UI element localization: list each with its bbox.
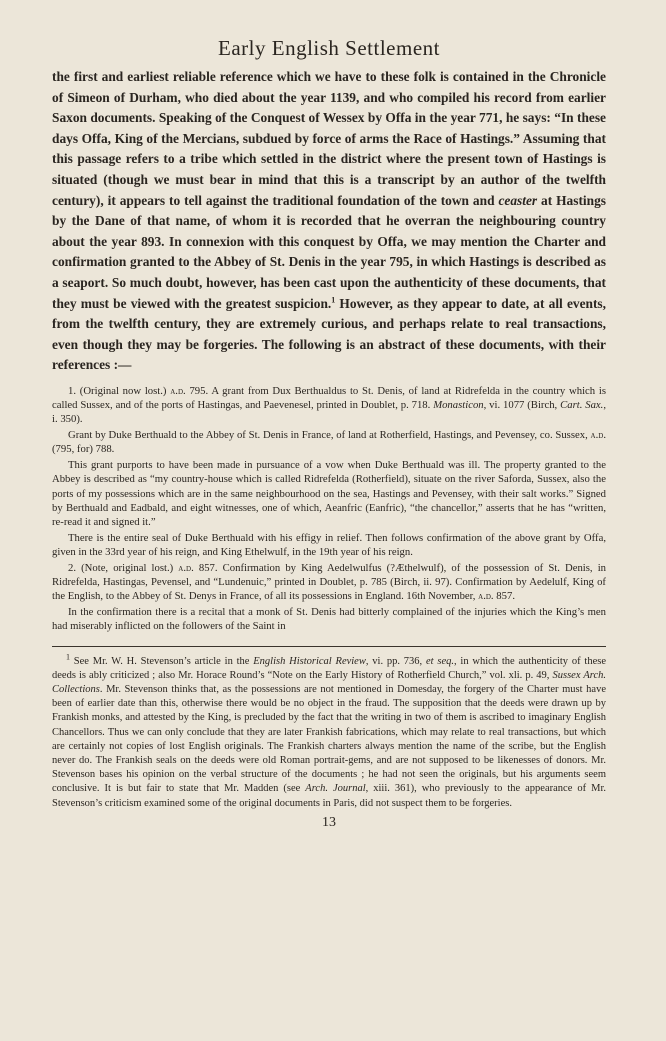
footnote-part: , xiii. 361), who previously to the appearance of Mr. Stevenson’s criticism examined some of the original documents in Paris, did not suspect them to be forgeries. bbox=[52, 783, 606, 809]
main-text-part: the first and earliest reliable reference which we have to these folk is contained in the Chronicle of Simeon of Durham, who died about the year 1139, and who compiled his record from earlier Saxon documents. Speaking of the Conquest of Wessex by Offa in the year 771, he says: “In these days Offa, King of the Mercians, subdued by force of arms the Race of Hastings.” Assuming that this passage refers to a tribe which settled in the district where the present town of Hastings is situated (though we must bear in mind that this is a transcript by an author of the twelfth century), it appears to tell against the traditional foundation of the town and bbox=[52, 69, 606, 208]
abstract-entry bbox=[52, 384, 606, 426]
italic-title: Arch. Journal bbox=[305, 783, 366, 795]
abstract-entry: There is the entire seal of Duke Berthuald with his effigy in relief. Then follows confirmation of the above grant by Offa, given in the 33rd year of his reign, and King Ethelwulf, in the 19th year of his reign. bbox=[52, 531, 606, 558]
entry-text: 857. bbox=[493, 590, 515, 603]
page-number: 13 bbox=[322, 814, 336, 830]
abstract-entry bbox=[52, 561, 606, 603]
footnote-reference[interactable]: 1 bbox=[331, 295, 336, 305]
main-paragraph bbox=[52, 67, 606, 376]
italic-term: et seq. bbox=[425, 655, 454, 667]
footnote-part: . Mr. Stevenson thinks that, as the possessions are not mentioned in Domesday, the forgery of the Charter must have been of earlier date than this, otherwise there would be no object in the fraud. The supposition that the deeds were drawn up by Frankish monks, and attested by the King, is precluded by the fact that the writing in two of them is ascribed to imaginary English Chancellors. Thus we can only conclude that they are later Frankish fabrications, which may relate to real transactions, but which are certainly not copies of lost English originals. The Frankish charters always mention the name of the scribe, but the English never do. The Frankish seals on the deeds were old Roman portrait-gems, and are not supposed to be likenesses of donors. Mr. Stevenson bases his opinion on the verbal structure of the documents ; he had not seen the originals, but his arguments seem conclusive. It is but fair to state that Mr. Madden (see bbox=[52, 683, 606, 795]
main-text-part: However, as they appear to date, at all events, from the twelfth century, they are extremely curious, and perhaps relate to real transactions, even though they may be forgeries. The following is an abstract of these documents, with their references :— bbox=[52, 295, 606, 373]
entry-text: 1. (Original now lost.) bbox=[68, 384, 171, 397]
era-abbrev: a.d. bbox=[170, 384, 186, 397]
running-title: Early English Settlement bbox=[218, 36, 440, 60]
footnote-part: See Mr. W. H. Stevenson’s article in the bbox=[70, 655, 254, 667]
italic-term: ceaster bbox=[498, 192, 538, 208]
entry-text: , vi. 1077 (Birch, bbox=[483, 399, 561, 411]
italic-title: Sussex Arch. Collections bbox=[52, 669, 606, 695]
document-abstracts bbox=[52, 384, 606, 634]
era-abbrev: a.d. bbox=[478, 590, 494, 603]
footnote-part: , vi. pp. 736, bbox=[365, 655, 426, 667]
abstract-entry bbox=[52, 428, 606, 456]
italic-title: Monasticon bbox=[433, 399, 484, 411]
main-text-part: at Hastings by the Dane of that name, of whom it is recorded that he overran the neighbouring country about the year 893. In connexion with this conquest by Offa, we may mention the Charter and confirmation granted to the Abbey of St. Denis in the year 795, in which Hastings is described as a seaport. So much doubt, however, has been cast upon the authenticity of these documents, that they must be viewed with the greatest suspicion. bbox=[52, 192, 606, 311]
entry-text: Grant by Duke Berthuald to the Abbey of St. Denis in France, of land at Rotherfield, Hastings, and Pevensey, co. Sussex, bbox=[68, 429, 591, 442]
italic-title: English Historical Review bbox=[253, 655, 366, 667]
entry-text: 857. Confirmation by King Aedelwulfus (?Æthelwulf), of the possession of St. Denis, in Ridrefelda, Hastingas, Pevensel, and “Lundenuic,” printed in Doublet, p. 785 (Birch, ii. 97). Confirmation by Aedelulf, King of the English, to the Abbey of St. Denys in France, of all its possessions in England. 16th November, bbox=[52, 562, 607, 603]
footnote-mark: 1 bbox=[66, 652, 70, 661]
entry-text: , i. 350). bbox=[52, 399, 606, 426]
abstract-entry: In the confirmation there is a recital that a monk of St. Denis had bitterly complained of the injuries which the King’s men had miserably inflicted on the followers of the Saint in bbox=[52, 606, 606, 633]
footnote-text bbox=[52, 652, 606, 811]
era-abbrev: a.d. bbox=[178, 562, 194, 575]
entry-text: (795, for) 788. bbox=[52, 443, 115, 456]
footnote-divider bbox=[52, 646, 606, 647]
italic-title: Cart. Sax. bbox=[560, 399, 604, 411]
footnote-part: , in which the authenticity of these deeds is ably criticized ; also Mr. Horace Round’s “Note on the Early History of Rotherfield Church,” vol. xli. p. 49, bbox=[52, 655, 606, 681]
main-text bbox=[52, 67, 606, 376]
entry-text: 2. (Note, original lost.) bbox=[68, 562, 179, 575]
footnote bbox=[52, 652, 606, 811]
entry-text: 795. A grant from Dux Berthualdus to St. Denis, of land at Ridrefelda in the country which is called Sussex, and of the ports of Hastingas, and Paevenesel, printed in Doublet, p. 718. bbox=[52, 384, 606, 411]
abstract-entry: This grant purports to have been made in pursuance of a vow when Duke Berthuald was ill. The property granted to the Abbey is described as “my country-house which is called Ridrefelda (Rotherfield), situate on the river Saforda, Sussex, also the ports of my possessions which are in the same neighbourhood on the sea, Hastings and Pevensey, with their salt works.” Signed by Berthuald and Eadbald, and eight witnesses, one of which, Aeanfric (Eanfric), “the chancellor,” asserts that he has “written, re-read it and signed it.” bbox=[52, 459, 606, 528]
era-abbrev: a.d. bbox=[590, 429, 606, 442]
